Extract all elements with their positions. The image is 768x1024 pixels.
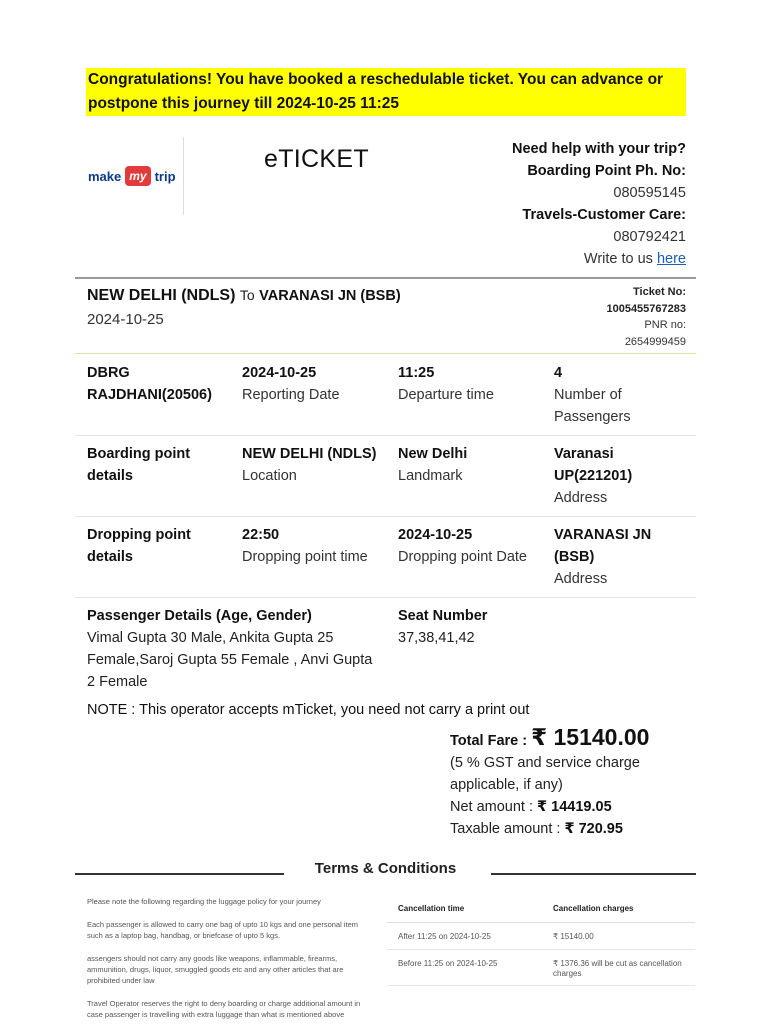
luggage-intro: Please note the following regarding the luggage policy for your journey bbox=[87, 897, 321, 906]
help-contact-block bbox=[512, 138, 686, 270]
cancellation-charge: ₹ 1376.36 will be cut as cancellation charges bbox=[553, 959, 682, 978]
boarding-landmark: New Delhi bbox=[398, 446, 468, 462]
customer-care-label: Travels-Customer Care: bbox=[522, 207, 686, 223]
dropping-date-label: Dropping point Date bbox=[398, 549, 527, 565]
write-to-us bbox=[512, 248, 686, 270]
help-heading: Need help with your trip? bbox=[511, 141, 686, 157]
terms-title: Terms & Conditions bbox=[314, 860, 457, 877]
route-to-word: To bbox=[239, 287, 255, 303]
dropping-time-label: Dropping point time bbox=[242, 549, 368, 565]
pnr-label: PNR no: bbox=[644, 319, 686, 331]
row-divider bbox=[75, 597, 696, 598]
table-row bbox=[387, 950, 695, 986]
route-divider bbox=[75, 353, 696, 354]
dropping-date: 2024-10-25 bbox=[398, 527, 473, 543]
logo-divider bbox=[183, 137, 184, 215]
boarding-landmark-label: Landmark bbox=[398, 468, 463, 484]
reporting-date-label: Reporting Date bbox=[242, 387, 340, 403]
ticket-no-label: Ticket No: bbox=[633, 286, 686, 298]
taxable-amount-value: ₹ 720.95 bbox=[564, 821, 623, 837]
dropping-heading: Dropping point details bbox=[87, 527, 191, 565]
total-fare-value: ₹ 15140.00 bbox=[531, 724, 650, 750]
page-title: eTICKET bbox=[264, 145, 369, 173]
boarding-address-label: Address bbox=[554, 490, 608, 506]
taxable-amount-label: Taxable amount : bbox=[450, 821, 561, 837]
terms-line-right bbox=[491, 873, 696, 875]
write-to-us-text: Write to us bbox=[583, 251, 653, 267]
row-divider bbox=[75, 516, 696, 517]
passenger-count-label: Number of Passengers bbox=[554, 387, 631, 425]
mticket-note: NOTE : This operator accepts mTicket, you need not carry a print out bbox=[87, 702, 530, 718]
route-to: VARANASI JN (BSB) bbox=[259, 288, 401, 304]
route-summary bbox=[87, 287, 401, 328]
boarding-phone[interactable]: 080595145 bbox=[613, 185, 686, 201]
makemytrip-logo bbox=[88, 163, 176, 189]
seat-heading: Seat Number bbox=[398, 608, 488, 624]
seat-details bbox=[398, 605, 487, 649]
dropping-time: 22:50 bbox=[242, 527, 280, 543]
pnr-no: 2654999459 bbox=[624, 335, 686, 348]
net-amount-value: ₹ 14419.05 bbox=[537, 799, 612, 815]
cancellation-charges-header: Cancellation charges bbox=[553, 904, 634, 913]
seat-numbers: 37,38,41,42 bbox=[398, 630, 475, 646]
luggage-extra: Travel Operator reserves the right to deny boarding or charge additional amount in case passenger is travelling with extra luggage than what is mentioned above bbox=[87, 999, 361, 1019]
passenger-count: 4 bbox=[554, 365, 563, 381]
header-divider bbox=[75, 277, 696, 279]
dropping-address: VARANASI JN (BSB) bbox=[554, 527, 652, 565]
cancellation-table bbox=[387, 893, 695, 986]
logo-trip-text: trip bbox=[154, 168, 176, 184]
reporting-date: 2024-10-25 bbox=[242, 365, 317, 381]
customer-care-phone[interactable]: 080792421 bbox=[613, 229, 686, 245]
boarding-phone-label: Boarding Point Ph. No: bbox=[527, 163, 686, 179]
reschedule-banner: Congratulations! You have booked a reschedulable ticket. You can advance or postpone this journey till 2024-10-25 11:25 bbox=[86, 68, 686, 116]
gst-note: (5 % GST and service charge applicable, if any) bbox=[450, 755, 640, 793]
logo-make-text: make bbox=[88, 168, 122, 184]
luggage-prohibited: assengers should not carry any goods like weapons, inflammable, firearms, ammunition, drugs, liquor, smuggled goods etc and any other articles that are prohibited under law bbox=[87, 954, 344, 985]
boarding-location-label: Location bbox=[242, 468, 297, 484]
passenger-details bbox=[87, 605, 377, 693]
route-from: NEW DELHI (NDLS) bbox=[87, 287, 236, 304]
row-divider bbox=[75, 435, 696, 436]
cancellation-time: Before 11:25 on 2024-10-25 bbox=[398, 959, 498, 968]
write-to-us-link[interactable]: here bbox=[656, 251, 686, 267]
luggage-policy bbox=[87, 896, 372, 1024]
logo-my-badge: my bbox=[125, 166, 150, 186]
departure-time-label: Departure time bbox=[398, 387, 494, 403]
dropping-address-label: Address bbox=[554, 571, 608, 587]
net-amount-label: Net amount : bbox=[450, 799, 534, 815]
route-date: 2024-10-25 bbox=[87, 311, 164, 328]
boarding-location: NEW DELHI (NDLS) bbox=[242, 446, 377, 462]
boarding-heading: Boarding point details bbox=[87, 446, 191, 484]
ticket-no: 1005455767283 bbox=[606, 302, 686, 315]
fare-summary bbox=[450, 726, 690, 840]
cancellation-time: After 11:25 on 2024-10-25 bbox=[398, 932, 491, 941]
luggage-allowance: Each passenger is allowed to carry one bag of upto 10 kgs and one personal item such as a laptop bag, handbag, or briefcase of upto 5 kgs. bbox=[87, 920, 359, 940]
table-row bbox=[387, 923, 695, 950]
boarding-address: Varanasi UP(221201) bbox=[554, 446, 633, 484]
total-fare-label: Total Fare : bbox=[450, 733, 528, 749]
cancellation-charge: ₹ 15140.00 bbox=[553, 932, 594, 941]
cancellation-table-header bbox=[387, 893, 695, 923]
passenger-names: Vimal Gupta 30 Male, Ankita Gupta 25 Female,Saroj Gupta 55 Female , Anvi Gupta 2 Female bbox=[87, 630, 373, 690]
train-name: DBRG RAJDHANI(20506) bbox=[87, 365, 212, 403]
terms-header bbox=[75, 860, 696, 880]
cancellation-time-header: Cancellation time bbox=[398, 904, 465, 913]
departure-time: 11:25 bbox=[398, 365, 435, 381]
ticket-meta bbox=[606, 284, 686, 350]
passenger-details-heading: Passenger Details (Age, Gender) bbox=[87, 608, 312, 624]
